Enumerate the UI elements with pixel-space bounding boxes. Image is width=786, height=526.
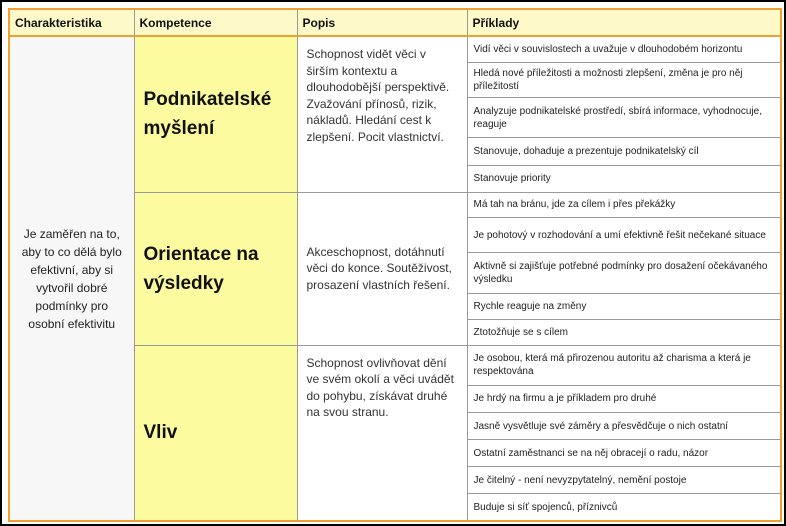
competence-name: Orientace na výsledky (134, 192, 297, 345)
example-item: Stanovuje, dohaduje a prezentuje podnikatelský cíl (467, 138, 781, 165)
header-examples: Příklady (467, 9, 781, 36)
table-header-row (9, 9, 781, 36)
table-row (9, 36, 781, 62)
competency-table (8, 8, 782, 522)
example-item: Stanovuje priority (467, 165, 781, 192)
example-item: Je hrdý na firmu a je příkladem pro druhé (467, 385, 781, 412)
example-item: Ostatní zaměstnanci se na něj obracejí o radu, názor (467, 440, 781, 467)
header-competence: Kompetence (134, 9, 297, 36)
example-item: Hledá nové příležitosti a možnosti zlepšení, změna je pro něj příležitostí (467, 62, 781, 98)
example-item: Vidí věci v souvislostech a uvažuje v dlouhodobém horizontu (467, 36, 781, 62)
example-item: Buduje si síť spojenců, příznivců (467, 494, 781, 521)
competence-name: Vliv (134, 345, 297, 521)
example-item: Jasně vysvětluje své záměry a přesvědčuje o nich ostatní (467, 412, 781, 439)
example-item: Aktivně si zajišťuje potřebné podmínky pro dosažení očekávaného výsledku (467, 253, 781, 293)
example-item: Rychle reaguje na změny (467, 293, 781, 319)
competence-description: Schopnost ovlivňovat dění ve svém okolí a věci uvádět do pohybu, získávat druhé na svou stranu. (297, 345, 467, 521)
characteristic-cell: Je zaměřen na to, aby to co dělá bylo efektivní, aby si vytvořil dobré podmínky pro osobní efektivitu (9, 36, 134, 521)
header-characteristic: Charakteristika (9, 9, 134, 36)
competence-description: Schopnost vidět věci v širším kontextu a dlouhodobější perspektivě. Zvažování přínosů, rizik, nákladů. Hledání cest k zlepšení. Pocit vlastnictví. (297, 36, 467, 192)
competence-name: Podnikatelské myšlení (134, 36, 297, 192)
example-item: Je pohotový v rozhodování a umí efektivně řešit nečekané situace (467, 217, 781, 253)
example-item: Je osobou, která má přirozenou autoritu až charisma a která je respektována (467, 345, 781, 385)
competence-description: Akceschopnost, dotáhnutí věci do konce. Soutěživost, prosazení vlastních řešení. (297, 192, 467, 345)
example-item: Ztotožňuje se s cílem (467, 319, 781, 345)
example-item: Analyzuje podnikatelské prostředí, sbírá informace, vyhodnocuje, reaguje (467, 98, 781, 138)
example-item: Má tah na bránu, jde za cílem i přes překážky (467, 192, 781, 217)
header-description: Popis (297, 9, 467, 36)
example-item: Je čitelný - není nevyzpytatelný, nemění postoje (467, 467, 781, 494)
